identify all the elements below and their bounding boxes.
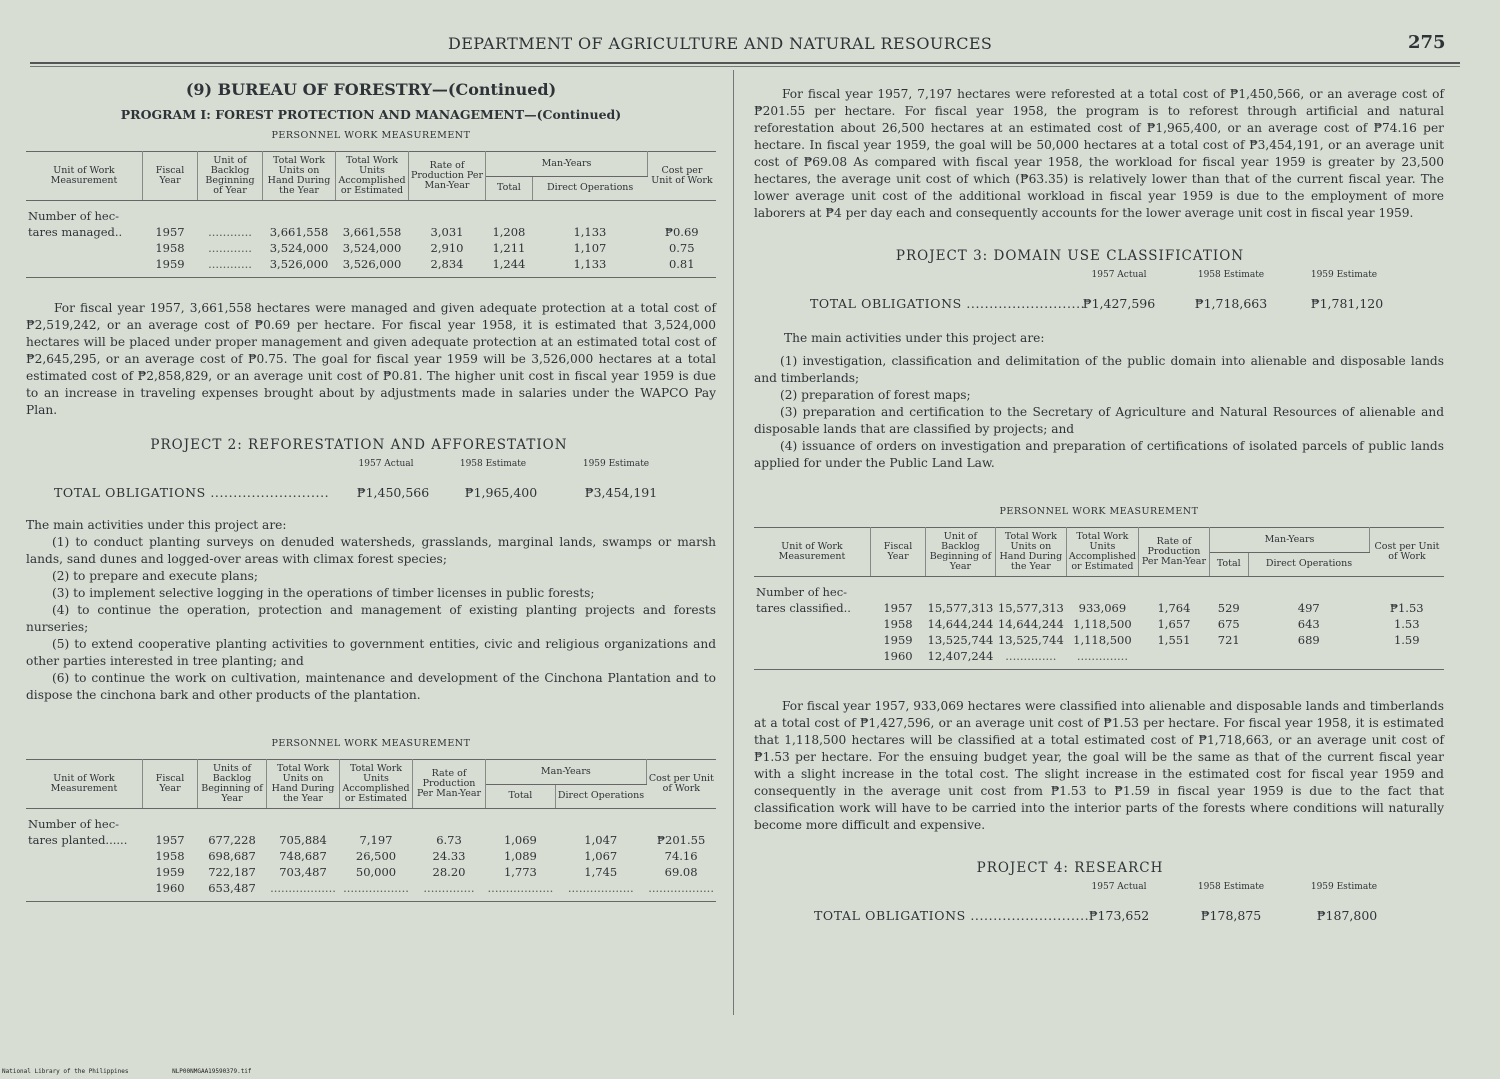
cell-rate: 3,031	[430, 225, 464, 239]
cell-total: 675	[1217, 617, 1240, 631]
cell-direct: 689	[1297, 633, 1320, 647]
list-item: (4) to continue the operation, protection and management of existing planting projects and forests nurseries;	[26, 603, 716, 634]
obligation-1959: ₱3,454,191	[584, 485, 658, 500]
unit-label: Number of hec-	[28, 209, 120, 223]
project2-obligations	[26, 459, 716, 505]
cell-cost: 1.53	[1393, 617, 1420, 631]
program-title: PROGRAM I: FOREST PROTECTION AND MANAGEMENT—(Continued)	[120, 107, 622, 122]
cell-cost: ..................	[646, 880, 716, 902]
unit-label: tares classified..	[756, 601, 851, 615]
cell-rate: 2,910	[430, 241, 464, 255]
total-obligations-label: TOTAL OBLIGATIONS ..........................	[814, 908, 1090, 923]
cell-on-hand: 15,577,313	[997, 601, 1064, 615]
list-item: (5) to extend cooperative planting activities to government entities, civic and religious organizations and other parties interested in tree planting; and	[26, 637, 716, 668]
cell-backlog: ............	[198, 256, 263, 278]
left-column	[26, 76, 716, 902]
table-row	[26, 240, 716, 256]
cell-year: 1959	[155, 865, 185, 879]
list-item: (6) to continue the work on cultivation, maintenance and development of the Cinchona Plantation and to dispose the cinchona bark and other products of the plantation.	[26, 671, 716, 702]
list-item: (4) issuance of orders on investigation and preparation of certifications of isolated parcels of public lands applied for under the Public Land Law.	[754, 439, 1444, 470]
th-man-years: Man-Years	[486, 152, 648, 177]
cell-backlog: 12,407,244	[926, 648, 996, 670]
th-cost: Cost per Unit of Work	[648, 152, 717, 201]
cell-accomplished: 1,118,500	[1073, 633, 1132, 647]
cell-total: ..................	[486, 880, 556, 902]
table-row	[26, 256, 716, 278]
work-measurement-table-management	[26, 151, 716, 278]
cell-rate: 1,764	[1157, 601, 1191, 615]
table-row	[754, 632, 1444, 648]
cell-backlog: 653,487	[198, 880, 267, 902]
cell-accomplished: 933,069	[1078, 601, 1127, 615]
col-header: 1959 Estimate	[1310, 270, 1378, 280]
bureau-title: (9) BUREAU OF FORESTRY—(Continued)	[185, 80, 557, 99]
th-total: Total	[486, 176, 533, 201]
cell-rate: ..............	[413, 880, 486, 902]
obligation-1958: ₱178,875	[1200, 908, 1262, 923]
cell-accomplished: 1,118,500	[1073, 617, 1132, 631]
cell-cost: 69.08	[664, 865, 698, 879]
cell-backlog: 722,187	[208, 865, 256, 879]
cell-year: 1958	[883, 617, 913, 631]
table-row	[26, 864, 716, 880]
work-measurement-table-classification	[754, 527, 1444, 670]
header-rule-thin	[30, 66, 1460, 67]
th-man-years: Man-Years	[486, 760, 647, 785]
scan-footer	[2, 1068, 292, 1075]
cell-direct: 1,107	[573, 241, 607, 255]
cell-total: 1,208	[492, 225, 526, 239]
paragraph-reforestation: For fiscal year 1957, 7,197 hectares were reforested at a total cost of ₱1,450,566, or an average cost of ₱201.55 per hectare. For fiscal year 1958, the program is to reforest through artificial and natural reforestation about 26,500 hectares at an estimated cost of ₱1,965,400, or an average cost of ₱74.16 per hectare. In fiscal year 1959, the goal will be 50,000 hectares at a total cost of ₱3,454,191, or an average unit cost of ₱69.08 As compared with fiscal year 1958, the workload for fiscal year 1959 is greater by 23,500 hectares, the average unit cost of which (₱63.35) is relatively lower than that of the current fiscal year. The lower average unit cost of the additional workload in fiscal year 1959 is due to the employment of more laborers at ₱4 per day each and consequently accounts for the lower average unit cost in fiscal year 1959.	[754, 87, 1444, 220]
list-item: (2) preparation of forest maps;	[780, 388, 971, 402]
th-direct: Direct Operations	[532, 176, 647, 201]
total-obligations-label: TOTAL OBLIGATIONS ..........................	[54, 485, 330, 500]
pwm-caption: PERSONNEL WORK MEASUREMENT	[999, 506, 1199, 517]
cell-backlog: ............	[208, 241, 252, 255]
th-year: Fiscal Year	[871, 528, 926, 577]
cell-year: 1960	[143, 880, 198, 902]
cell-direct: 1,133	[532, 256, 647, 278]
cell-on-hand: 14,644,244	[997, 617, 1064, 631]
cell-backlog: 698,687	[208, 849, 256, 863]
list-item: (2) to prepare and execute plans;	[52, 569, 258, 583]
cell-direct	[1248, 648, 1369, 670]
table-row	[754, 648, 1444, 670]
th-backlog: Unit of Backlog Beginning of Year	[198, 152, 263, 201]
unit-label: tares managed..	[28, 225, 123, 239]
cell-rate: 6.73	[436, 833, 462, 847]
cell-backlog: 677,228	[208, 833, 256, 847]
cell-direct: 643	[1297, 617, 1320, 631]
cell-accomplished: 26,500	[355, 849, 397, 863]
table-row	[26, 848, 716, 864]
cell-total: 1,069	[503, 833, 537, 847]
cell-year: 1957	[155, 833, 185, 847]
col-header: 1957 Actual	[358, 459, 414, 469]
th-rate: Rate of Production Per Man-Year	[1138, 528, 1209, 577]
cell-cost: 1.59	[1393, 633, 1420, 647]
cell-year: 1958	[155, 849, 185, 863]
obligation-1959: ₱1,781,120	[1310, 296, 1384, 311]
obligation-1957: ₱1,450,566	[356, 485, 430, 500]
cell-cost: 0.81	[648, 256, 717, 278]
cell-backlog: ............	[208, 225, 252, 239]
col-header: 1958 Estimate	[1197, 882, 1265, 892]
cell-rate: 1,657	[1157, 617, 1191, 631]
project2-activities	[26, 517, 716, 704]
cell-total: 529	[1217, 601, 1240, 615]
cell-total: 721	[1217, 633, 1240, 647]
th-on-hand: Total Work Units on Hand During the Year	[995, 528, 1066, 577]
cell-total: 1,089	[503, 849, 537, 863]
th-total: Total	[486, 784, 556, 809]
cell-backlog: 15,577,313	[927, 601, 994, 615]
col-header: 1958 Estimate	[459, 459, 527, 469]
cell-direct: 497	[1297, 601, 1320, 615]
th-on-hand: Total Work Units on Hand During the Year	[263, 152, 336, 201]
cell-rate: 2,834	[409, 256, 486, 278]
cell-accomplished: ..................	[340, 880, 413, 902]
project3-obligations	[754, 270, 1444, 316]
cell-total: 1,244	[486, 256, 533, 278]
cell-cost: 74.16	[664, 849, 698, 863]
cell-direct: 1,047	[584, 833, 618, 847]
cell-on-hand: ..................	[267, 880, 340, 902]
activities-intro: The main activities under this project are:	[784, 331, 1045, 345]
cell-accomplished: 3,526,000	[336, 256, 409, 278]
work-measurement-table-reforestation	[26, 759, 716, 902]
cell-accomplished: 3,661,558	[342, 225, 402, 239]
th-cost: Cost per Unit of Work	[1370, 528, 1445, 577]
cell-on-hand: 3,524,000	[269, 241, 329, 255]
table-row	[754, 616, 1444, 632]
cell-direct: 1,133	[573, 225, 607, 239]
cell-rate: 1,551	[1157, 633, 1191, 647]
header-title: DEPARTMENT OF AGRICULTURE AND NATURAL RESOURCES	[448, 34, 993, 53]
cell-total	[1209, 648, 1248, 670]
th-direct: Direct Operations	[555, 784, 646, 809]
cell-accomplished: 7,197	[359, 833, 393, 847]
col-header: 1957 Actual	[1091, 882, 1147, 892]
th-year: Fiscal Year	[143, 760, 198, 809]
obligation-1958: ₱1,965,400	[464, 485, 538, 500]
cell-backlog: 13,525,744	[927, 633, 994, 647]
th-total: Total	[1209, 552, 1248, 577]
total-obligations-label: TOTAL OBLIGATIONS ..........................	[810, 296, 1086, 311]
cell-cost	[1370, 648, 1445, 670]
header-rule	[30, 62, 1460, 64]
th-unit: Unit of Work Measurement	[26, 152, 143, 201]
cell-cost: ₱201.55	[656, 833, 706, 847]
th-accomplished: Total Work Units Accomplished or Estimated	[336, 152, 409, 201]
cell-cost: 0.75	[668, 241, 695, 255]
cell-year: 1960	[871, 648, 926, 670]
cell-direct: ..................	[555, 880, 646, 902]
table-row	[26, 224, 716, 240]
project4-title: PROJECT 4: RESEARCH	[976, 860, 1164, 876]
table-row	[26, 880, 716, 902]
th-man-years: Man-Years	[1209, 528, 1369, 553]
cell-cost: ₱0.69	[664, 225, 699, 239]
list-item: (3) preparation and certification to the Secretary of Agriculture and Natural Resources of alienable and disposable lands that are classified by projects; and	[754, 405, 1444, 436]
cell-rate: 28.20	[432, 865, 466, 879]
th-accomplished: Total Work Units Accomplished or Estimated	[340, 760, 413, 809]
col-header: 1957 Actual	[1091, 270, 1147, 280]
cell-year: 1957	[155, 225, 185, 239]
obligation-1957: ₱173,652	[1088, 908, 1150, 923]
cell-year: 1957	[883, 601, 913, 615]
running-header	[0, 32, 1500, 56]
cell-accomplished: 3,524,000	[342, 241, 402, 255]
project2-title: PROJECT 2: REFORESTATION AND AFFORESTATION	[150, 437, 568, 453]
th-backlog: Unit of Backlog Beginning of Year	[926, 528, 996, 577]
cell-direct: 1,745	[584, 865, 618, 879]
th-backlog: Units of Backlog Beginning of Year	[198, 760, 267, 809]
th-unit: Unit of Work Measurement	[754, 528, 871, 577]
unit-label: Number of hec-	[28, 817, 120, 831]
col-header: 1958 Estimate	[1197, 270, 1265, 280]
cell-on-hand: ..............	[995, 648, 1066, 670]
col-header: 1959 Estimate	[582, 459, 650, 469]
list-item: (1) to conduct planting surveys on denuded watersheds, grasslands, marginal lands, swamps or marsh lands, sand dunes and logged-over areas with climax forest species;	[26, 535, 716, 566]
th-on-hand: Total Work Units on Hand During the Year	[267, 760, 340, 809]
obligation-1958: ₱1,718,663	[1194, 296, 1268, 311]
cell-year: 1959	[883, 633, 913, 647]
cell-on-hand: 748,687	[279, 849, 327, 863]
th-accomplished: Total Work Units Accomplished or Estimated	[1066, 528, 1138, 577]
paragraph-management: For fiscal year 1957, 3,661,558 hectares were managed and given adequate protection at a total cost of ₱2,519,242, or an average cost of ₱0.69 per hectare. For fiscal year 1958, it is estimated that 3,524,000 hectares will be placed under proper management and given adequate protection at an estimated total cost of ₱2,645,295, or an average cost of ₱0.75. The goal for fiscal year 1959 will be 3,526,000 hectares at a total estimated cost of ₱2,858,829, or an average unit cost of ₱0.81. The higher unit cost in fiscal year 1959 is due to an increase in traveling expenses brought about by adjustments made in salaries under the WAPCO Pay Plan.	[26, 301, 716, 417]
cell-accomplished: ..............	[1066, 648, 1138, 670]
unit-label: Number of hec-	[756, 585, 848, 599]
cell-on-hand: 703,487	[279, 865, 327, 879]
footer-library: National Library of the Philippines	[2, 1068, 129, 1075]
cell-direct: 1,067	[584, 849, 618, 863]
page-number: 275	[1408, 32, 1446, 53]
right-column	[754, 86, 1444, 928]
activities-intro: The main activities under this project are:	[26, 518, 287, 532]
project4-obligations	[754, 882, 1444, 928]
cell-rate: 24.33	[432, 849, 466, 863]
th-direct: Direct Operations	[1248, 552, 1369, 577]
cell-total: 1,773	[503, 865, 537, 879]
paragraph-classification: For fiscal year 1957, 933,069 hectares were classified into alienable and disposable lands and timberlands at a total cost of ₱1,427,596, or an average unit cost of ₱1.53 per hectare. For fiscal year 1958, it is estimated that 1,118,500 hectares will be classified at a total estimated cost of ₱1,718,663, or an average unit cost of ₱1.53 per hectare. For the ensuing budget year, the goal will be the same as that of the current fiscal year with a slight increase in the total cost. The slight increase in the estimated cost for fiscal year 1959 and consequently in the average unit cost from ₱1.53 to ₱1.59 in fiscal year 1959 is due to the fact that classification work will have to be carried into the interior parts of the forests where conditions will naturally become more difficult and expensive.	[754, 699, 1444, 832]
cell-accomplished: 50,000	[355, 865, 397, 879]
obligation-1959: ₱187,800	[1316, 908, 1378, 923]
cell-backlog: 14,644,244	[927, 617, 994, 631]
cell-year: 1958	[155, 241, 185, 255]
th-year: Fiscal Year	[143, 152, 198, 201]
cell-total: 1,211	[492, 241, 526, 255]
cell-rate	[1138, 648, 1209, 670]
th-cost: Cost per Unit of Work	[646, 760, 716, 809]
col-header: 1959 Estimate	[1310, 882, 1378, 892]
cell-on-hand: 13,525,744	[997, 633, 1064, 647]
obligation-1957: ₱1,427,596	[1082, 296, 1156, 311]
cell-on-hand: 3,661,558	[269, 225, 329, 239]
table-row	[26, 832, 716, 848]
th-rate: Rate of Production Per Man-Year	[413, 760, 486, 809]
cell-on-hand: 3,526,000	[263, 256, 336, 278]
unit-label: tares planted......	[28, 833, 128, 847]
th-rate: Rate of Production Per Man-Year	[409, 152, 486, 201]
th-unit: Unit of Work Measurement	[26, 760, 143, 809]
project3-activities	[754, 330, 1444, 472]
cell-on-hand: 705,884	[279, 833, 327, 847]
pwm-caption: PERSONNEL WORK MEASUREMENT	[271, 130, 471, 141]
list-item: (3) to implement selective logging in the operations of timber licenses in public forests;	[52, 586, 595, 600]
cell-cost: ₱1.53	[1389, 601, 1424, 615]
footer-file: NLP00NMGAA19590379.tif	[172, 1068, 252, 1075]
table-row	[754, 600, 1444, 616]
project3-title: PROJECT 3: DOMAIN USE CLASSIFICATION	[895, 248, 1245, 264]
cell-year: 1959	[143, 256, 198, 278]
pwm-caption: PERSONNEL WORK MEASUREMENT	[271, 738, 471, 749]
list-item: (1) investigation, classification and delimitation of the public domain into alienable and disposable lands and timberlands;	[754, 354, 1444, 385]
